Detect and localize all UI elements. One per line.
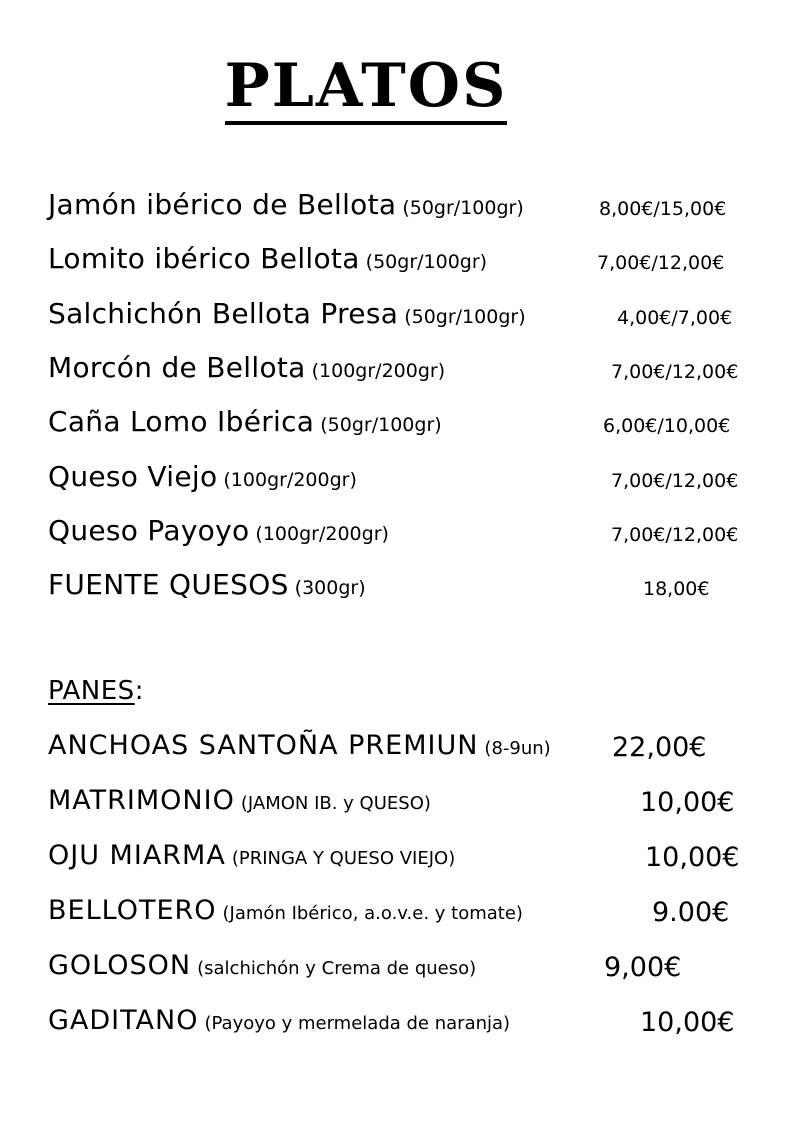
- pan-name: MATRIMONIO: [48, 785, 235, 816]
- item-detail: (100gr/200gr): [255, 523, 389, 545]
- pan-item: [48, 730, 551, 770]
- item-detail: (50gr/100gr): [365, 251, 488, 273]
- item-price: 18,00€: [643, 578, 710, 600]
- section-heading-colon: :: [134, 676, 144, 706]
- pan-detail: (JAMON IB. y QUESO): [240, 793, 431, 814]
- pan-price: 10,00€: [645, 842, 740, 873]
- pan-name: BELLOTERO: [48, 895, 217, 926]
- pan-name: GOLOSON: [48, 950, 192, 981]
- item-name: Lomito ibérico Bellota: [48, 242, 360, 275]
- pan-detail: (Jamón Ibérico, a.o.v.e. y tomate): [222, 903, 523, 924]
- menu-item: [48, 351, 445, 391]
- pan-item: [48, 895, 523, 935]
- item-name: Queso Viejo: [48, 460, 218, 493]
- pan-price: 10,00€: [640, 1007, 735, 1038]
- pan-item: [48, 1005, 510, 1045]
- pan-detail: (salchichón y Crema de queso): [197, 958, 477, 979]
- pan-detail: (8-9un): [484, 738, 551, 759]
- pan-name: ANCHOAS SANTOÑA PREMIUN: [48, 730, 479, 761]
- page-title: [0, 50, 732, 122]
- section-heading-panes: [48, 676, 144, 706]
- item-price: 6,00€/10,00€: [603, 415, 731, 437]
- menu-item: [48, 188, 524, 228]
- menu-item: [48, 460, 357, 500]
- item-price: 7,00€/12,00€: [611, 361, 739, 383]
- pan-price: 22,00€: [612, 732, 707, 763]
- pan-name: OJU MIARMA: [48, 840, 226, 871]
- item-price: 7,00€/12,00€: [611, 524, 739, 546]
- item-name: Morcón de Bellota: [48, 351, 306, 384]
- item-name: Queso Payoyo: [48, 514, 250, 547]
- item-price: 4,00€/7,00€: [617, 307, 733, 329]
- item-name: Caña Lomo Ibérica: [48, 405, 315, 438]
- item-price: 7,00€/12,00€: [611, 470, 739, 492]
- pan-item: [48, 840, 455, 880]
- pan-price: 9,00€: [604, 952, 682, 983]
- section-heading-text: PANES: [48, 676, 135, 706]
- menu-item: [48, 514, 389, 554]
- pan-price: 10,00€: [640, 787, 735, 818]
- pan-name: GADITANO: [48, 1005, 199, 1036]
- menu-item: [48, 242, 487, 282]
- item-detail: (300gr): [294, 577, 366, 599]
- item-name: Salchichón Bellota Presa: [48, 297, 399, 330]
- item-detail: (50gr/100gr): [320, 414, 442, 436]
- menu-item: [48, 568, 366, 608]
- menu-item: [48, 297, 526, 337]
- item-detail: (100gr/200gr): [311, 360, 446, 382]
- item-price: 7,00€/12,00€: [597, 252, 725, 274]
- menu-item: [48, 405, 442, 445]
- item-detail: (50gr/100gr): [404, 306, 526, 328]
- pan-detail: (PRINGA Y QUESO VIEJO): [231, 848, 456, 869]
- item-name: Jamón ibérico de Bellota: [48, 188, 397, 221]
- item-detail: (100gr/200gr): [223, 469, 357, 491]
- item-name: FUENTE QUESOS: [48, 568, 289, 601]
- pan-price: 9.00€: [652, 897, 730, 928]
- page-title-text: PLATOS: [225, 51, 508, 125]
- item-price: 8,00€/15,00€: [599, 198, 727, 220]
- item-detail: (50gr/100gr): [402, 197, 524, 219]
- pan-item: [48, 950, 476, 990]
- pan-item: [48, 785, 431, 825]
- pan-detail: (Payoyo y mermelada de naranja): [204, 1013, 511, 1034]
